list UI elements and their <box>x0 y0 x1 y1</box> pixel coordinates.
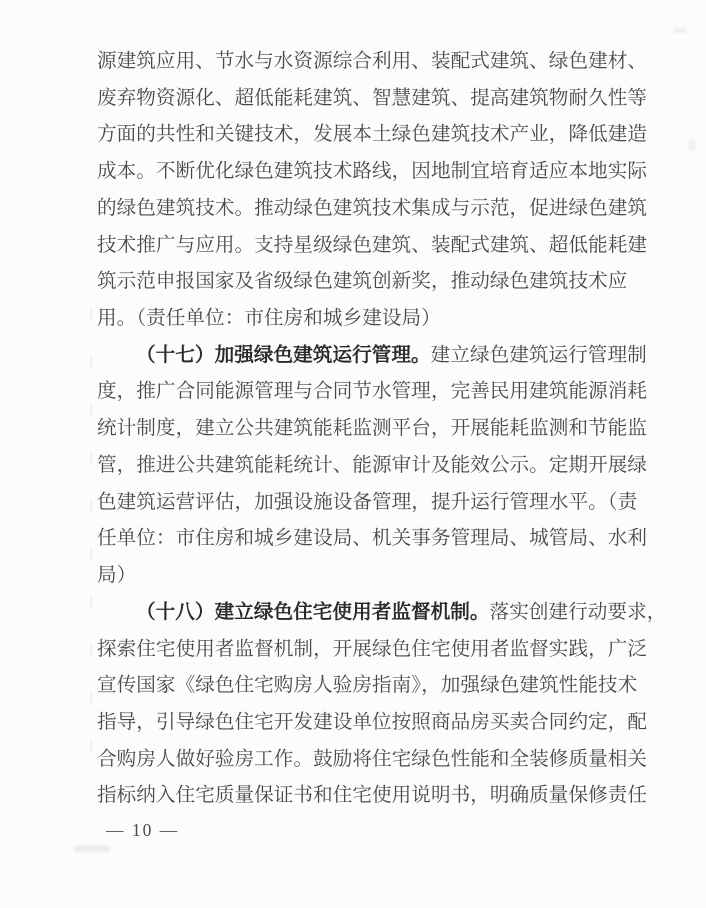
text-line <box>97 705 651 742</box>
text-line <box>97 778 651 815</box>
body-text: 色建筑运营评估，加强设施设备管理，提升运行管理水平。（责 <box>97 491 638 513</box>
body-text: 合购房人做好验房工作。鼓励将住宅绿色性能和全装修质量相关 <box>97 748 648 770</box>
body-text: 落实创建行动要求， <box>489 601 667 623</box>
text-line <box>97 558 651 595</box>
scan-artifact <box>688 140 695 150</box>
text-line <box>97 448 651 485</box>
text-line <box>97 301 651 338</box>
text-line <box>97 228 651 265</box>
scan-artifact <box>674 28 686 33</box>
body-text: 统计制度，建立公共建筑能耗监测平台，开展能耗监测和节能监 <box>97 418 648 440</box>
body-text: 成本。不断优化绿色建筑技术路线，因地制宜培育适应本地实际 <box>97 161 648 183</box>
text-line <box>97 411 651 448</box>
text-line <box>97 668 651 705</box>
text-line <box>97 81 651 118</box>
body-text: 的绿色建筑技术。推动绿色建筑技术集成与示范，促进绿色建筑 <box>97 197 648 219</box>
section-heading-text: （十七）加强绿色建筑运行管理。 <box>136 344 431 366</box>
document-body <box>97 44 667 815</box>
page-number: — 10 — <box>106 820 180 840</box>
text-line <box>97 44 651 81</box>
body-text: 废弃物资源化、超低能耗建筑、智慧建筑、提高建筑物耐久性等 <box>97 87 648 109</box>
body-text: 建立绿色建筑运行管理制 <box>430 344 647 366</box>
scan-artifact <box>74 845 110 852</box>
body-text: 管，推进公共建筑能耗统计、能源审计及能效公示。定期开展绿 <box>97 454 648 476</box>
body-text: 指标纳入住宅质量保证书和住宅使用说明书，明确质量保修责任 <box>97 785 648 807</box>
text-line <box>97 632 651 669</box>
text-line <box>97 742 651 779</box>
section-heading-text: （十八）建立绿色住宅使用者监督机制。 <box>136 601 490 623</box>
body-text: 筑示范申报国家及省级绿色建筑创新奖，推动绿色建筑技术应 <box>97 271 628 293</box>
section-heading-line <box>97 595 667 632</box>
text-line <box>97 374 651 411</box>
text-line <box>97 521 651 558</box>
body-text: 宣传国家《绿色住宅购房人验房指南》，加强绿色建筑性能技术 <box>97 675 638 697</box>
section-heading-line <box>97 338 651 375</box>
body-text: 指导，引导绿色住宅开发建设单位按照商品房买卖合同约定，配 <box>97 711 648 733</box>
text-line <box>97 191 651 228</box>
body-text: 技术推广与应用。支持星级绿色建筑、装配式建筑、超低能耗建 <box>97 234 648 256</box>
body-text: 局） <box>97 565 137 587</box>
text-line <box>97 117 651 154</box>
scan-artifact <box>90 308 92 752</box>
body-text: 方面的共性和关键技术，发展本土绿色建筑技术产业，降低建造 <box>97 124 648 146</box>
body-text: 探索住宅使用者监督机制，开展绿色住宅使用者监督实践，广泛 <box>97 638 648 660</box>
body-text: 源建筑应用、节水与水资源综合利用、装配式建筑、绿色建材、 <box>97 51 648 72</box>
body-text: 用。（责任单位：市住房和城乡建设局） <box>97 308 441 330</box>
text-line <box>97 264 651 301</box>
text-line <box>97 154 651 191</box>
body-text: 任单位：市住房和城乡建设局、机关事务管理局、城管局、水利 <box>97 528 648 550</box>
text-line <box>97 485 651 522</box>
body-text: 度，推广合同能源管理与合同节水管理，完善民用建筑能源消耗 <box>97 381 648 403</box>
